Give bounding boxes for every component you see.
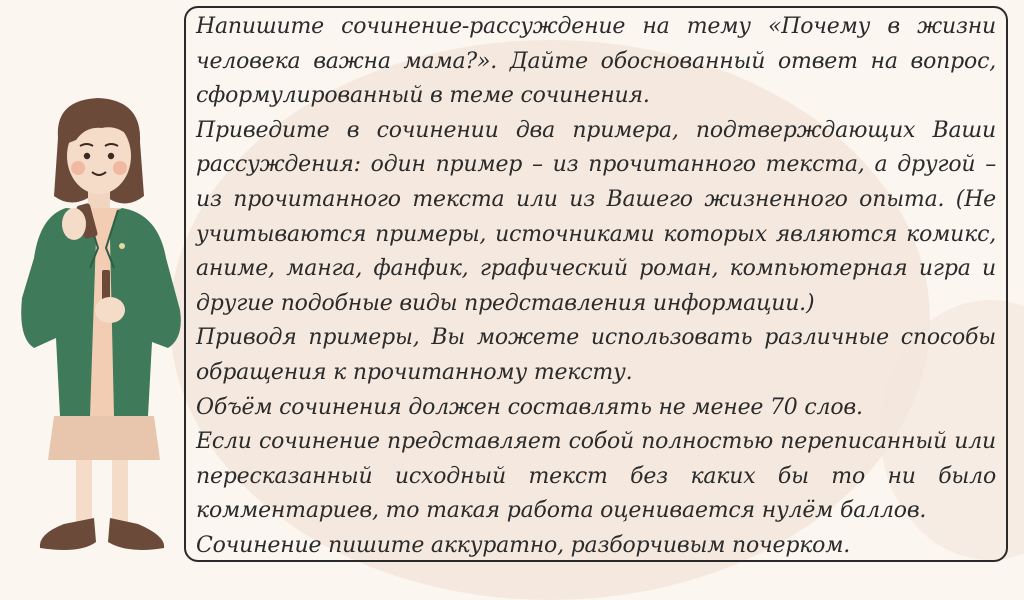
- task-paragraph-handwriting: Сочинение пишите аккуратно, разборчивым почерком.: [196, 532, 851, 558]
- task-paragraph-topic: Напишите сочинение-рассуждение на тему «Почему в жизни человека важна мама?». Дайте обоснованный ответ на вопрос, сформулированный в теме сочинения.: [196, 14, 996, 109]
- task-paragraph-methods: Приводя примеры, Вы можете использовать различные способы обращения к прочитанному тексту.: [196, 325, 996, 385]
- task-text-frame: [184, 6, 1008, 562]
- task-paragraph-length: Объём сочинения должен составлять не менее 70 слов.: [196, 394, 863, 420]
- task-paragraph-grading: Если сочинение представляет собой полностью переписанный или пересказанный исходный текст без каких бы то ни было комментариев, то такая работа оценивается нулём баллов.: [196, 429, 996, 524]
- task-paragraph-examples: Приведите в сочинении два примера, подтверждающих Ваши рассуждения: один пример – из прочитанного текста, а другой – из прочитанного текста или из Вашего жизненного опыта. (Не учитываются примеры, источниками которых являются комикс, аниме, манга, фанфик, графический роман, компьютерная игра и другие подобные виды представления информации.): [196, 117, 996, 316]
- teacher-illustration: [10, 98, 190, 568]
